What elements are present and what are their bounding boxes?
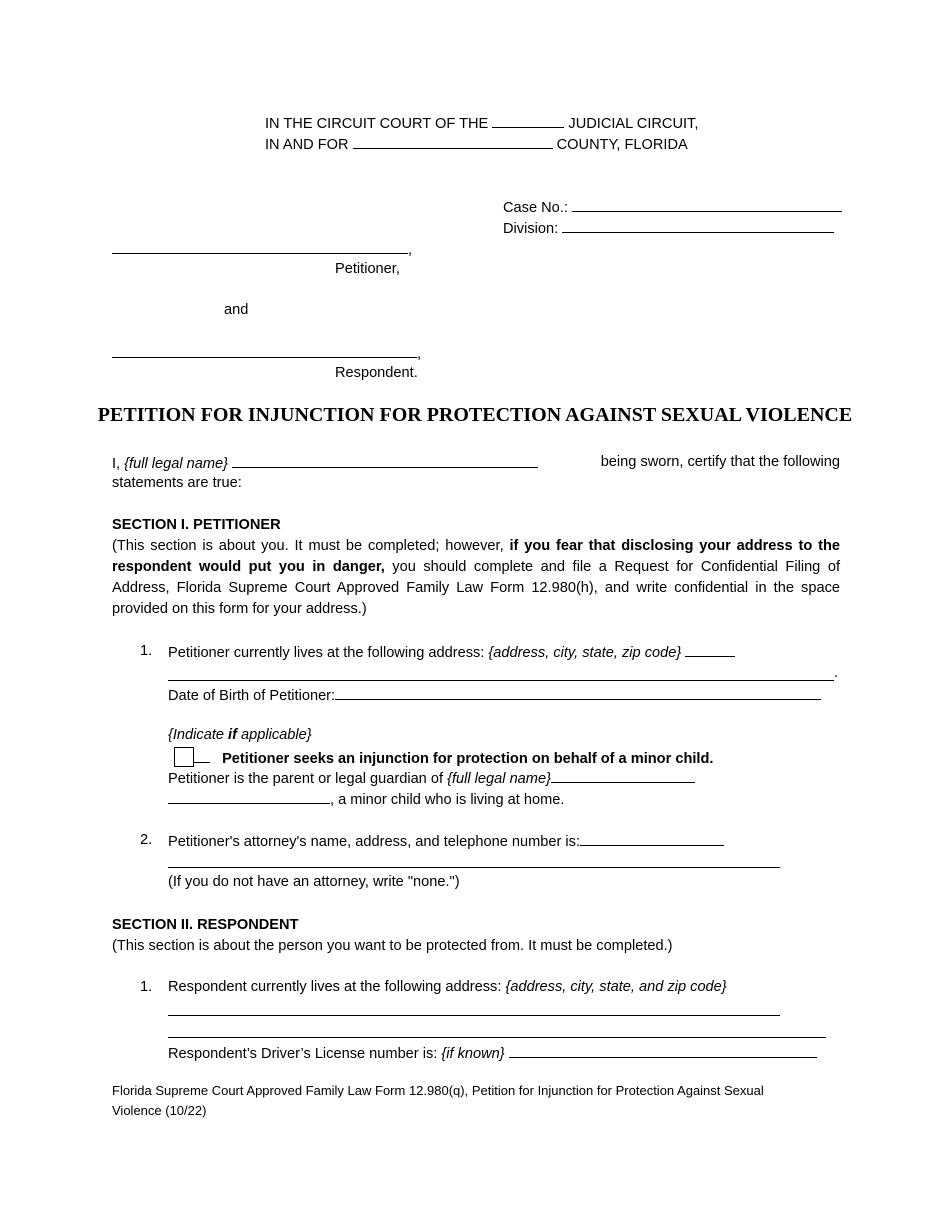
indicate-if-applicable — [168, 726, 312, 744]
petitioner-address-row — [168, 642, 735, 662]
respondent-name-row: , — [112, 343, 421, 363]
respondent-address-line-2[interactable] — [168, 1037, 826, 1038]
respondent-address-hint: {address, city, state, and zip code} — [505, 979, 727, 995]
minor-child-name-field-2[interactable] — [168, 789, 330, 804]
section-1-para-a: (This section is about you. It must be completed; however, — [112, 538, 510, 554]
minor-child-checkbox[interactable] — [174, 747, 194, 767]
intro-line-2: statements are true: — [112, 475, 242, 491]
document-title: PETITION FOR INJUNCTION FOR PROTECTION AGAINST SEXUAL VIOLENCE — [97, 404, 853, 426]
minor-child-text: , a minor child who is living at home. — [330, 792, 565, 808]
minor-child-statement: Petitioner seeks an injunction for protection on behalf of a minor child. — [222, 751, 714, 767]
footer-line-1: Florida Supreme Court Approved Family Law Form 12.980(q), Petition for Injunction for Protection Against Sexual — [112, 1083, 764, 1098]
minor-child-name-field[interactable] — [551, 768, 695, 783]
drivers-license-label: Respondent’s Driver’s License number is: — [168, 1046, 438, 1062]
petitioner-label: Petitioner, — [335, 261, 400, 277]
dob-field[interactable] — [335, 685, 821, 700]
petitioner-address-field[interactable] — [685, 642, 735, 657]
guardian-label: Petitioner is the parent or legal guardian of — [168, 771, 444, 787]
dob-label: Date of Birth of Petitioner: — [168, 688, 336, 704]
attorney-label: Petitioner's attorney's name, address, and telephone number is: — [168, 834, 581, 850]
checkbox-underline — [194, 748, 210, 763]
drivers-license-row — [168, 1043, 817, 1063]
petitioner-name-row: , — [112, 239, 412, 259]
item-1-number: 1. — [140, 643, 153, 659]
drivers-license-hint: {if known} — [441, 1046, 505, 1062]
court-line-1 — [265, 113, 698, 133]
drivers-license-field[interactable] — [509, 1043, 817, 1058]
division-row — [503, 218, 834, 238]
petitioner-name-field[interactable] — [112, 239, 408, 254]
intro-name-hint: {full legal name} — [124, 456, 229, 472]
case-no-field[interactable] — [572, 197, 842, 212]
judicial-circuit-label: JUDICIAL CIRCUIT, — [568, 116, 699, 132]
case-no-label: Case No.: — [503, 200, 568, 216]
division-label: Division: — [503, 221, 559, 237]
county-label: COUNTY, FLORIDA — [556, 137, 688, 153]
section-2-paragraph: (This section is about the person you want to be protected from. It must be completed.) — [112, 938, 673, 954]
in-and-for-label: IN AND FOR — [265, 137, 349, 153]
section-1-heading: SECTION I. PETITIONER — [112, 517, 281, 533]
petitioner-address-label: Petitioner currently lives at the following address: — [168, 645, 485, 661]
minor-child-row-2 — [168, 789, 564, 809]
dob-row — [168, 685, 821, 705]
case-no-row — [503, 197, 842, 217]
intro-line — [112, 453, 840, 473]
petitioner-address-line-2[interactable] — [168, 680, 834, 681]
section-1-paragraph — [112, 536, 840, 620]
petitioner-address-hint: {address, city, state, zip code} — [488, 645, 682, 661]
respondent-address-line-1[interactable] — [168, 1015, 780, 1016]
item-2-number: 2. — [140, 832, 153, 848]
respondent-address-label: Respondent currently lives at the following address: — [168, 979, 502, 995]
court-label: IN THE CIRCUIT COURT OF THE — [265, 116, 489, 132]
court-line-2 — [265, 134, 688, 154]
respondent-label: Respondent. — [335, 365, 418, 381]
minor-child-row — [168, 747, 713, 768]
section-2-heading: SECTION II. RESPONDENT — [112, 917, 299, 933]
full-legal-name-field[interactable] — [232, 453, 538, 468]
guardian-name-hint: {full legal name} — [447, 771, 551, 787]
respondent-item-1-number: 1. — [140, 979, 153, 995]
attorney-line-2[interactable] — [168, 867, 780, 868]
division-field[interactable] — [562, 218, 834, 233]
respondent-name-field[interactable] — [112, 343, 417, 358]
respondent-address-row — [168, 978, 727, 996]
county-blank[interactable] — [353, 134, 553, 149]
indicate-c: applicable} — [236, 727, 312, 743]
section-1-para-b: you should complete and file a Request for Confidential Filing of Address, Florida Supreme Court Approved Family Law Form 12.980(h), and write confidential in the space provided on this form for your address.) — [112, 559, 840, 617]
address-period: . — [834, 665, 839, 681]
footer-line-2: Violence (10/22) — [112, 1103, 207, 1118]
and-label: and — [224, 302, 249, 318]
attorney-field[interactable] — [580, 831, 724, 846]
circuit-blank[interactable] — [492, 113, 564, 128]
intro-suffix: being sworn, certify that the following — [600, 454, 840, 470]
guardian-row — [168, 768, 695, 788]
attorney-note: (If you do not have an attorney, write "none.") — [168, 874, 460, 890]
indicate-b: if — [228, 727, 237, 743]
intro-prefix: I, — [112, 456, 121, 472]
section-1-para-bold: if you fear that disclosing your address to the respondent would put you in danger, — [112, 538, 840, 575]
attorney-row — [168, 831, 724, 851]
indicate-a: {Indicate — [168, 727, 229, 743]
